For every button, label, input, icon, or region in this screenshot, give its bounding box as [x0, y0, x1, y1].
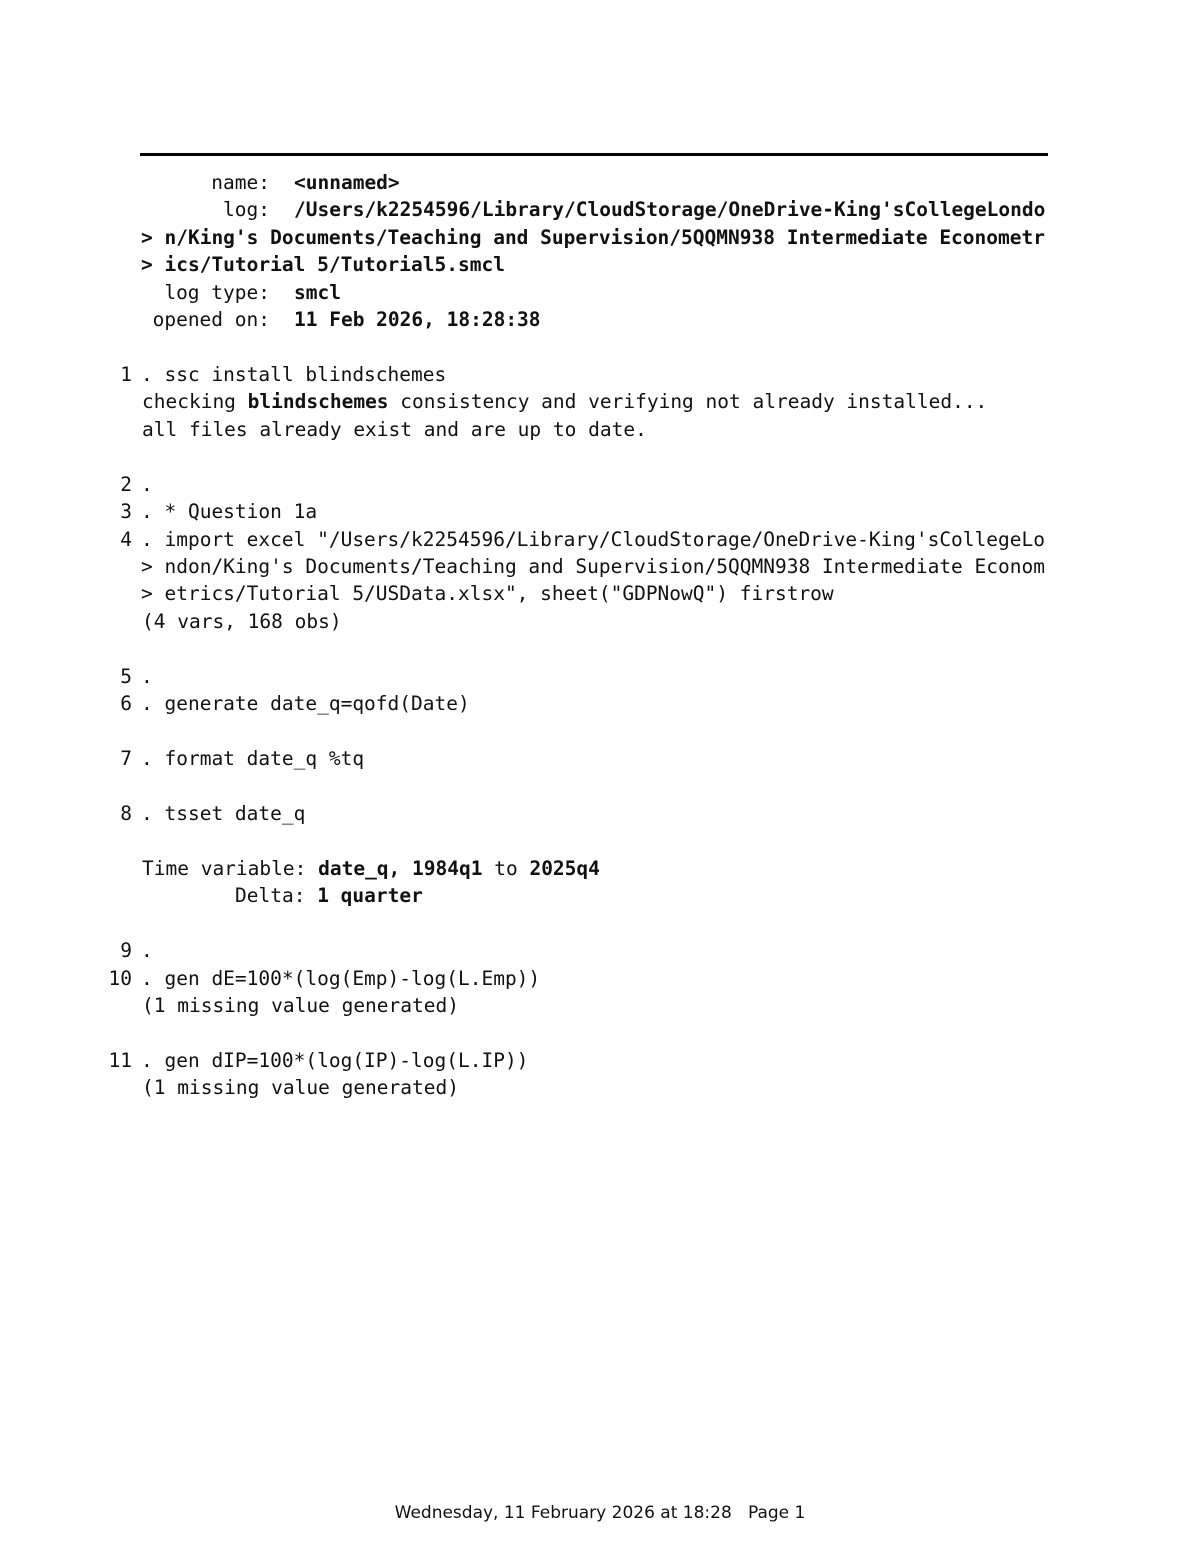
- command-line: . generate date_q=qofd(Date): [141, 692, 470, 715]
- delta-value: 1 quarter: [317, 884, 423, 907]
- tsset-output-delta: [235, 883, 423, 909]
- opened-label: opened on:: [152, 308, 270, 331]
- time-variable-to: to: [482, 857, 530, 880]
- command-line: . tsset date_q: [141, 802, 306, 825]
- name-label: name:: [211, 171, 270, 194]
- output-line: (1 missing value generated): [142, 994, 459, 1017]
- time-variable-range-end: 2025q4: [529, 857, 600, 880]
- line-number: 3: [120, 500, 132, 523]
- command-continuation: > etrics/Tutorial 5/USData.xlsx", sheet("GDPNowQ") firstrow: [141, 582, 834, 605]
- line-number: 5: [120, 665, 132, 688]
- line-number: 11: [108, 1049, 132, 1072]
- page-footer: Wednesday, 11 February 2026 at 18:28 Page 1: [394, 1503, 806, 1523]
- log-value-line-1: /Users/k2254596/Library/CloudStorage/OneDrive-King'sCollegeLondo: [294, 198, 1046, 221]
- output-line: [142, 389, 987, 415]
- command-line: . gen dIP=100*(log(IP)-log(L.IP)): [141, 1049, 529, 1072]
- command-continuation: > ndon/King's Documents/Teaching and Supervision/5QQMN938 Intermediate Econom: [141, 555, 1045, 578]
- command-line: . format date_q %tq: [141, 747, 365, 770]
- line-number: 4: [120, 528, 132, 551]
- log-label: log:: [223, 198, 270, 221]
- command-line: . ssc install blindschemes: [141, 363, 447, 386]
- command-line: . import excel "/Users/k2254596/Library/CloudStorage/OneDrive-King'sCollegeLo: [141, 528, 1045, 551]
- line-number: 2: [120, 473, 132, 496]
- header-rule: [140, 153, 1048, 156]
- opened-value: 11 Feb 2026, 18:28:38: [294, 308, 541, 331]
- line-number: 6: [120, 692, 132, 715]
- line-number: 10: [108, 967, 132, 990]
- log-value-line-3: > ics/Tutorial 5/Tutorial5.smcl: [141, 253, 505, 276]
- command-line: .: [141, 665, 153, 688]
- output-text: consistency and verifying not already installed...: [388, 390, 988, 413]
- logtype-value: smcl: [294, 281, 341, 304]
- package-name: blindschemes: [247, 390, 389, 413]
- time-variable-label: Time variable:: [142, 857, 319, 880]
- output-line: all files already exist and are up to date.: [142, 418, 647, 441]
- line-number: 1: [120, 363, 132, 386]
- time-variable-range-start: date_q, 1984q1: [318, 857, 483, 880]
- line-number: 7: [120, 747, 132, 770]
- log-value-line-2: > n/King's Documents/Teaching and Supervision/5QQMN938 Intermediate Econometr: [141, 226, 1045, 249]
- command-line: . * Question 1a: [141, 500, 318, 523]
- line-number: 8: [120, 802, 132, 825]
- logtype-label: log type:: [164, 281, 270, 304]
- delta-label: Delta:: [235, 884, 318, 907]
- line-number: 9: [120, 939, 132, 962]
- command-line: .: [141, 939, 153, 962]
- command-line: .: [141, 473, 153, 496]
- tsset-output-time-variable: [142, 856, 600, 882]
- output-text: checking: [142, 390, 248, 413]
- output-line: (4 vars, 168 obs): [142, 610, 342, 633]
- name-value: <unnamed>: [294, 171, 400, 194]
- command-line: . gen dE=100*(log(Emp)-log(L.Emp)): [141, 967, 541, 990]
- output-line: (1 missing value generated): [142, 1076, 459, 1099]
